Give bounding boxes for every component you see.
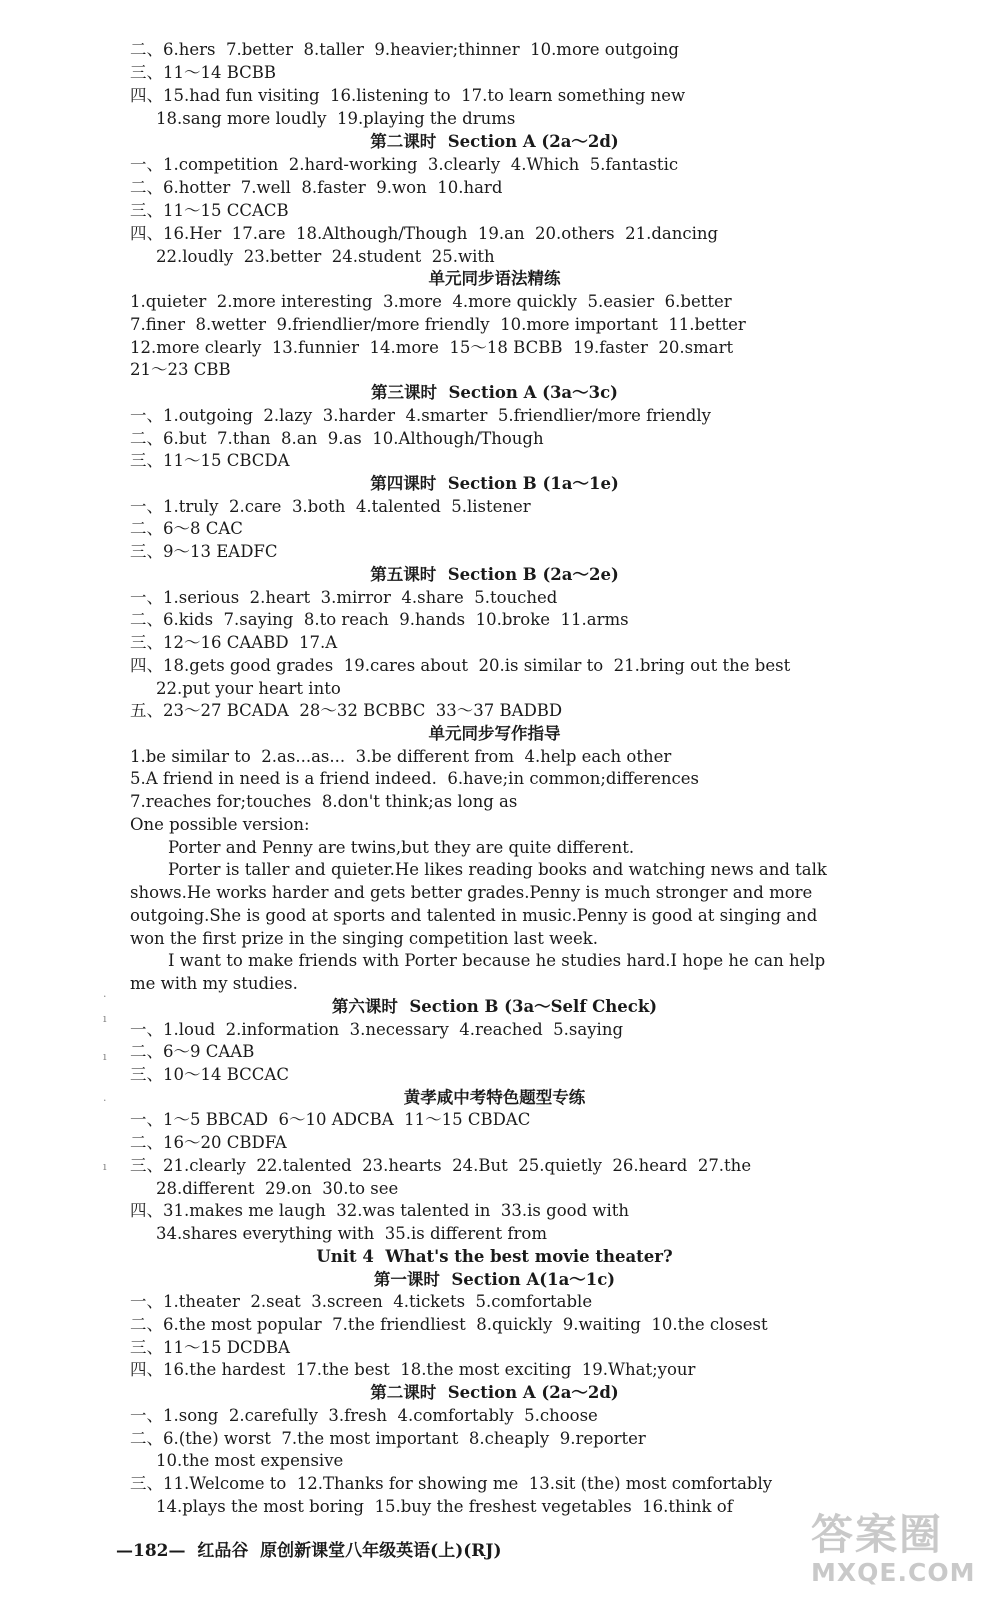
answer-line: 1.be similar to 2.as...as... 3.be different from 4.help each other	[130, 747, 672, 766]
answer-line: 三、11～14 BCBB	[130, 63, 277, 82]
page-footer: —182— 红品谷 原创新课堂八年级英语(上)(RJ)	[116, 1541, 502, 1561]
section-heading: 单元同步写作指导	[428, 724, 561, 743]
essay-line: won the first prize in the singing competition last week.	[130, 929, 599, 948]
answer-line: 22.loudly 23.better 24.student 25.with	[156, 247, 495, 266]
answer-line: 一、1～5 BBCAD 6～10 ADCBA 11～15 CBDAC	[130, 1110, 531, 1129]
answer-line: 三、10～14 BCCAC	[130, 1065, 289, 1084]
answer-line: 7.reaches for;touches 8.don't think;as long as	[130, 792, 518, 811]
answer-line: 二、6.but 7.than 8.an 9.as 10.Although/Though	[130, 429, 544, 448]
section-heading: 第四课时 Section B (1a～1e)	[370, 474, 619, 493]
essay-line: outgoing.She is good at sports and talented in music.Penny is good at singing and	[130, 906, 818, 925]
answer-line: 五、23～27 BCADA 28～32 BCBBC 33～37 BADBD	[130, 701, 563, 720]
watermark-url: MXQE.COM	[811, 1558, 976, 1587]
answer-line: 一、1.truly 2.care 3.both 4.talented 5.listener	[130, 497, 531, 516]
answer-line: 四、31.makes me laugh 32.was talented in 33.is good with	[130, 1201, 630, 1220]
answer-line: One possible version:	[130, 815, 310, 834]
answer-line: 二、6.hers 7.better 8.taller 9.heavier;thinner 10.more outgoing	[130, 40, 679, 59]
essay-line: Porter is taller and quieter.He likes reading books and watching news and talk	[168, 860, 827, 879]
answer-line: 10.the most expensive	[156, 1451, 344, 1470]
answer-line: 一、1.loud 2.information 3.necessary 4.reached 5.saying	[130, 1020, 624, 1039]
section-heading: 单元同步语法精练	[428, 269, 561, 288]
section-heading: 第六课时 Section B (3a～Self Check)	[331, 997, 658, 1016]
answer-line: 34.shares everything with 35.is different from	[156, 1224, 547, 1243]
essay-line: shows.He works harder and gets better grades.Penny is much stronger and more	[130, 883, 813, 902]
answer-line: 三、11～15 CBCDA	[130, 451, 290, 470]
answer-line: 7.finer 8.wetter 9.friendlier/more friendly 10.more important 11.better	[130, 315, 746, 334]
answer-line: 一、1.song 2.carefully 3.fresh 4.comfortably 5.choose	[130, 1406, 598, 1425]
answer-line: 四、15.had fun visiting 16.listening to 17.to learn something new	[130, 86, 686, 105]
section-heading: 第二课时 Section A (2a～2d)	[370, 132, 619, 151]
unit-title: Unit 4 What's the best movie theater?	[316, 1247, 673, 1266]
answer-line: 三、11～15 DCDBA	[130, 1338, 290, 1357]
section-heading: 第三课时 Section A (3a～3c)	[371, 383, 618, 402]
answer-line: 5.A friend in need is a friend indeed. 6.have;in common;differences	[130, 769, 699, 788]
answer-line: 二、6.kids 7.saying 8.to reach 9.hands 10.broke 11.arms	[130, 610, 629, 629]
answer-line: 三、9～13 EADFC	[130, 542, 278, 561]
essay-line: Porter and Penny are twins,but they are quite different.	[168, 838, 635, 857]
watermark-text: 答案圈	[811, 1510, 944, 1559]
answer-line: 一、1.serious 2.heart 3.mirror 4.share 5.touched	[130, 588, 558, 607]
section-heading: 第二课时 Section A (2a～2d)	[370, 1383, 619, 1402]
answer-line: 三、11～15 CCACB	[130, 201, 289, 220]
answer-line: 四、16.Her 17.are 18.Although/Though 19.an 20.others 21.dancing	[130, 224, 719, 243]
answer-line: 四、18.gets good grades 19.cares about 20.is similar to 21.bring out the best	[130, 656, 791, 675]
answer-line: 三、21.clearly 22.talented 23.hearts 24.But 25.quietly 26.heard 27.the	[130, 1156, 752, 1175]
answer-line: 一、1.theater 2.seat 3.screen 4.tickets 5.comfortable	[130, 1292, 593, 1311]
answer-line: 12.more clearly 13.funnier 14.more 15～18 BCBB 19.faster 20.smart	[130, 338, 734, 357]
section-heading: 黄孝咸中考特色题型专练	[403, 1088, 586, 1107]
answer-line: 22.put your heart into	[156, 679, 341, 698]
section-heading: 第一课时 Section A(1a～1c)	[373, 1270, 616, 1289]
answer-line: 一、1.outgoing 2.lazy 3.harder 4.smarter 5.friendlier/more friendly	[130, 406, 711, 425]
answer-line: 14.plays the most boring 15.buy the freshest vegetables 16.think of	[156, 1497, 733, 1516]
answer-line: 二、6.(the) worst 7.the most important 8.cheaply 9.reporter	[130, 1429, 646, 1448]
answer-line: 三、11.Welcome to 12.Thanks for showing me 13.sit (the) most comfortably	[130, 1474, 773, 1493]
section-heading: 第五课时 Section B (2a～2e)	[370, 565, 619, 584]
answer-line: 1.quieter 2.more interesting 3.more 4.more quickly 5.easier 6.better	[130, 292, 732, 311]
answer-line: 二、6～9 CAAB	[130, 1042, 255, 1061]
answer-line: 二、6.hotter 7.well 8.faster 9.won 10.hard	[130, 178, 503, 197]
answer-line: 三、12～16 CAABD 17.A	[130, 633, 338, 652]
answer-line: 18.sang more loudly 19.playing the drums	[156, 109, 516, 128]
answer-line: 二、6～8 CAC	[130, 519, 243, 538]
watermark-logo	[805, 1500, 976, 1596]
answer-line: 二、6.the most popular 7.the friendliest 8.quickly 9.waiting 10.the closest	[130, 1315, 768, 1334]
answer-line: 21～23 CBB	[130, 360, 231, 379]
answer-line: 一、1.competition 2.hard-working 3.clearly 4.Which 5.fantastic	[130, 155, 679, 174]
essay-line: I want to make friends with Porter because he studies hard.I hope he can help	[168, 951, 826, 970]
answer-line: 28.different 29.on 30.to see	[156, 1179, 399, 1198]
answer-line: 二、16～20 CBDFA	[130, 1133, 287, 1152]
essay-line: me with my studies.	[130, 974, 298, 993]
answer-line: 四、16.the hardest 17.the best 18.the most exciting 19.What;your	[130, 1360, 696, 1379]
answer-page: 二、6.hers 7.better 8.taller 9.heavier;thinner 10.more outgoing 三、11～14 BCBB 四、15.had fun visiting 16.listening to 17.to learn something new 18.sang more loudly 19.playing the drums 第二课时 Section A (2a～2d) 一、1.competition 2.hard-working 3.clearly 4.Which 5.fantastic 二、6.hotter 7.well 8.faster 9.won 10.hard 三、11～15 CCACB 四、16.Her 17.are 18.Although/Though 19.an 20.others 21.dancing 22.loudly 23.better 24.student 25.with 单元同步语法精练 1.quieter 2.more interesting 3.more 4.more quickly 5.easier 6.better 7.finer 8.wetter 9.friendlier/more friendly 10.more important 11.better 12.more clearly 13.funnier 14.more 15～18 BCBB 19.faster 20.smart 21～23 CBB 第三课时 Section A (3a～3c) 一、1.outgoing 2.lazy 3.harder 4.smarter 5.friendlier/more friendly 二、6.but 7.than 8.an 9.as 10.Although/Though 三、11～15 CBCDA 第四课时 Section B (1a～1e) 一、1.truly 2.care 3.both 4.talented 5.listener 二、6～8 CAC 三、9～13 EADFC 第五课时 Section B (2a～2e) 一、1.serious 2.heart 3.mirror 4.share 5.touched 二、6.kids 7.saying 8.to reach 9.hands 10.broke 11.arms 三、12～16 CAABD 17.A 四、18.gets good grades 19.cares about 20.is similar to 21.bring out the best 22.put your heart into 五、23～27 BCADA 28～32 BCBBC 33～37 BADBD 单元同步写作指导 1.be similar to 2.as...as... 3.be different from 4.help each other 5.A friend in need is a friend indeed. 6.have;in common;differences 7.reaches for;touches 8.don't think;as long as One possible version: Porter and Penny are twins,but they are quite different. Porter is taller and quieter.He likes reading books and watching news and talk shows.He works harder and gets better grades.Penny is much stronger and more outgoing.She is good at sports and talented in music.Penny is good at singing and won the first prize in the singing competition last week. I want to make friends with Porter because he studies hard.I hope he can help me with my studies. 第六课时 Section B (3a～Self Check) 一、1.loud 2.information 3.necessary 4.reached 5.saying 二、6～9 CAAB 三、10～14 BCCAC 黄孝咸中考特色题型专练 一、1～5 BBCAD 6～10 ADCBA 11～15 CBDAC 二、16～20 CBDFA 三、21.clearly 22.talented 23.hearts 24.But 25.quietly 26.heard 27.the 28.different 29.on 30.to see 四、31.makes me laugh 32.was talented in 33.is good with 34.shares everything with 35.is different from Unit 4 What's the best movie theater? 第一课时 Section A(1a～1c) 一、1.theater 2.seat 3.screen 4.tickets 5.comfortable 二、6.the most popular 7.the friendliest 8.quickly 9.waiting 10.the closest 三、11～15 DCDBA 四、16.the hardest 17.the best 18.the most exciting 19.What;your 第二课时 Section A (2a～2d) 一、1.song 2.carefully 3.fresh 4.comfortably 5.choose 二、6.(the) worst 7.the most important 8.cheaply 9.reporter 10.the most expensive 三、11.Welcome to 12.Thanks for showing me 13.sit (the) most comfortably 14.plays the most boring 15.buy the freshest vegetables 16.think of —182— 红品谷 原创新课堂八年级英语(上)(RJ) · ı ı · ı 答案圈 MXQE.COM	[0, 0, 989, 1600]
